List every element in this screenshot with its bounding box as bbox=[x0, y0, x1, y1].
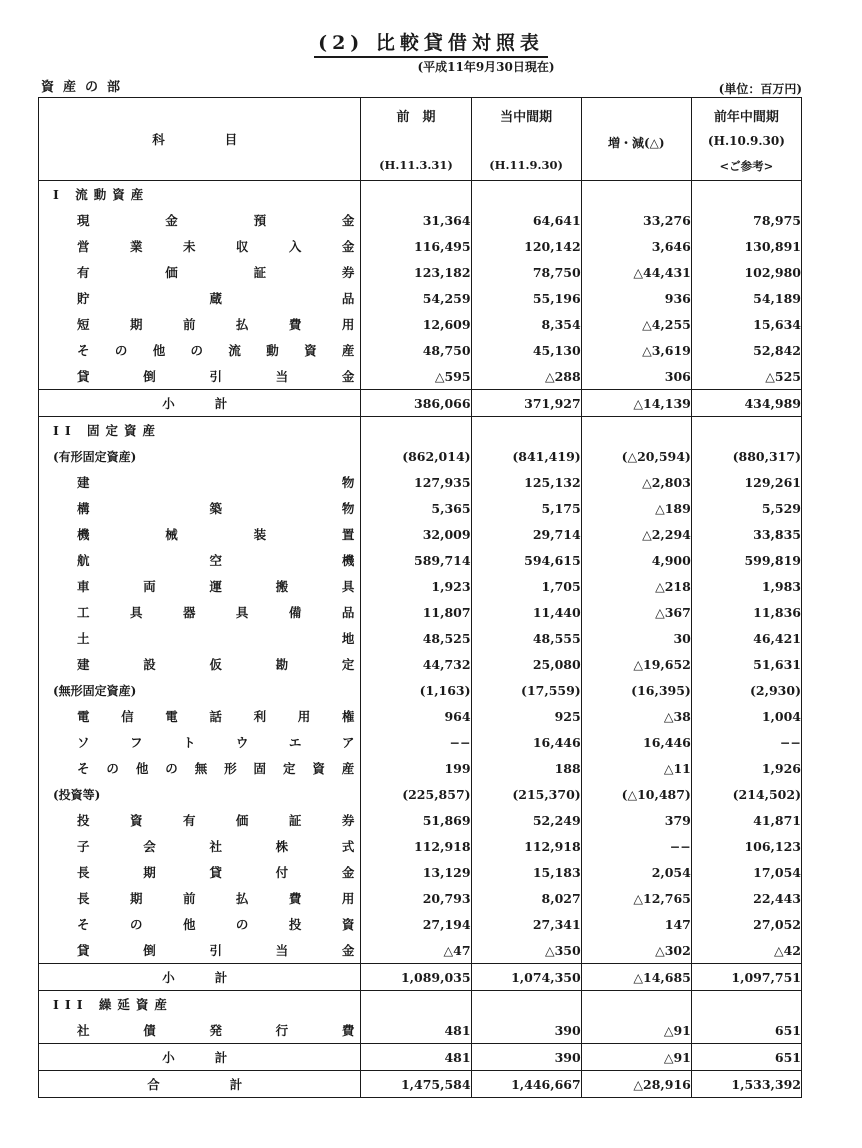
ref-period-header bbox=[691, 98, 801, 181]
prev-period-label: 前 期 bbox=[396, 110, 436, 125]
table-row bbox=[39, 625, 802, 651]
category-label: I 流動資産 bbox=[53, 187, 150, 202]
current-value: 1,074,350 bbox=[471, 964, 581, 991]
category-label: II 固定資産 bbox=[53, 423, 162, 438]
current-value: 8,027 bbox=[471, 885, 581, 911]
prev-value: 5,365 bbox=[361, 495, 471, 521]
change-value: △28,916 bbox=[581, 1071, 691, 1098]
account-label: 短 期 前 払 費 用 bbox=[77, 317, 355, 332]
account-label: そ の 他 の 投 資 bbox=[77, 917, 355, 932]
subcategory-label: (投資等) bbox=[53, 787, 101, 802]
table-row bbox=[39, 337, 802, 363]
prev-value: 127,935 bbox=[361, 469, 471, 495]
total-row bbox=[39, 1071, 802, 1098]
prev-value: 48,750 bbox=[361, 337, 471, 363]
ref-value: (880,317) bbox=[691, 443, 801, 469]
ref-value: 651 bbox=[691, 1044, 801, 1071]
ref-value: (214,502) bbox=[691, 781, 801, 807]
change-value: 936 bbox=[581, 285, 691, 311]
current-value: (841,419) bbox=[471, 443, 581, 469]
account-label: 長 期 前 払 費 用 bbox=[77, 891, 355, 906]
ref-value: 1,926 bbox=[691, 755, 801, 781]
balance-sheet-table bbox=[38, 97, 802, 1098]
change-value bbox=[581, 417, 691, 444]
table-row bbox=[39, 1017, 802, 1044]
change-value: 147 bbox=[581, 911, 691, 937]
prev-value: 20,793 bbox=[361, 885, 471, 911]
as-of-date: (平成11年9月30日現在) bbox=[417, 60, 555, 74]
current-value: 78,750 bbox=[471, 259, 581, 285]
ref-value: (2,930) bbox=[691, 677, 801, 703]
cat-row bbox=[39, 417, 802, 444]
table-row bbox=[39, 729, 802, 755]
current-value: 1,705 bbox=[471, 573, 581, 599]
ref-value: 78,975 bbox=[691, 207, 801, 233]
current-value: 25,080 bbox=[471, 651, 581, 677]
table-row bbox=[39, 259, 802, 285]
prev-value: 123,182 bbox=[361, 259, 471, 285]
change-header bbox=[581, 98, 691, 181]
change-value: △12,765 bbox=[581, 885, 691, 911]
account-label: 土 地 bbox=[77, 631, 355, 646]
ref-value: −− bbox=[691, 729, 801, 755]
table-row bbox=[39, 651, 802, 677]
prev-value: 481 bbox=[361, 1017, 471, 1044]
ref-value bbox=[691, 991, 801, 1018]
change-value: 16,446 bbox=[581, 729, 691, 755]
account-label: 貯 蔵 品 bbox=[77, 291, 355, 306]
prev-value: △47 bbox=[361, 937, 471, 964]
current-value: 112,918 bbox=[471, 833, 581, 859]
change-value bbox=[581, 991, 691, 1018]
prev-value bbox=[361, 991, 471, 1018]
document-title: (2) 比較貸借対照表 bbox=[0, 28, 862, 55]
prev-value: 1,923 bbox=[361, 573, 471, 599]
account-label: 営 業 未 収 入 金 bbox=[77, 239, 355, 254]
ref-value bbox=[691, 417, 801, 444]
ref-value: 599,819 bbox=[691, 547, 801, 573]
prev-value: △595 bbox=[361, 363, 471, 390]
account-label: 建 設 仮 勘 定 bbox=[77, 657, 355, 672]
ref-period-label: 前年中間期 bbox=[713, 110, 779, 125]
change-value: △14,139 bbox=[581, 390, 691, 417]
ref-value: 102,980 bbox=[691, 259, 801, 285]
change-value: 306 bbox=[581, 363, 691, 390]
table-row bbox=[39, 911, 802, 937]
current-period-label: 当中間期 bbox=[500, 110, 553, 125]
table-row bbox=[39, 495, 802, 521]
prev-value: 13,129 bbox=[361, 859, 471, 885]
subcategory-label: (有形固定資産) bbox=[53, 449, 137, 464]
table-row bbox=[39, 833, 802, 859]
change-value: △11 bbox=[581, 755, 691, 781]
current-value: 390 bbox=[471, 1017, 581, 1044]
current-value: 1,446,667 bbox=[471, 1071, 581, 1098]
change-value: △218 bbox=[581, 573, 691, 599]
table-row bbox=[39, 573, 802, 599]
ref-value bbox=[691, 181, 801, 208]
table-row bbox=[39, 807, 802, 833]
table-row bbox=[39, 521, 802, 547]
category-label: III 繰延資産 bbox=[53, 997, 173, 1012]
table-row bbox=[39, 755, 802, 781]
current-value bbox=[471, 417, 581, 444]
prev-period-date: (H.11.3.31) bbox=[379, 158, 453, 172]
prev-value: 54,259 bbox=[361, 285, 471, 311]
table-row bbox=[39, 937, 802, 964]
current-value: 5,175 bbox=[471, 495, 581, 521]
prev-value: (225,857) bbox=[361, 781, 471, 807]
change-value: △189 bbox=[581, 495, 691, 521]
ref-value: 52,842 bbox=[691, 337, 801, 363]
ref-period-note: <ご参考> bbox=[719, 159, 774, 173]
account-label: 有 価 証 券 bbox=[77, 265, 355, 280]
account-label: 機 械 装 置 bbox=[77, 527, 355, 542]
ref-value: 1,533,392 bbox=[691, 1071, 801, 1098]
prev-value: 199 bbox=[361, 755, 471, 781]
change-value: △367 bbox=[581, 599, 691, 625]
current-value: △350 bbox=[471, 937, 581, 964]
ref-value: 1,097,751 bbox=[691, 964, 801, 991]
account-label: そ の 他 の 流 動 資 産 bbox=[77, 343, 355, 358]
ref-value: 130,891 bbox=[691, 233, 801, 259]
current-value: 29,714 bbox=[471, 521, 581, 547]
current-value: (215,370) bbox=[471, 781, 581, 807]
prev-value: 1,475,584 bbox=[361, 1071, 471, 1098]
change-value: △38 bbox=[581, 703, 691, 729]
account-label: そ の 他 の 無 形 固 定 資 産 bbox=[77, 761, 355, 776]
change-value: 30 bbox=[581, 625, 691, 651]
prev-value: 11,807 bbox=[361, 599, 471, 625]
subtotal-row bbox=[39, 1044, 802, 1071]
ref-period-date: (H.10.9.30) bbox=[707, 134, 785, 148]
prev-value: 1,089,035 bbox=[361, 964, 471, 991]
account-label: 子 会 社 株 式 bbox=[77, 839, 355, 854]
prev-value: 112,918 bbox=[361, 833, 471, 859]
table-row bbox=[39, 885, 802, 911]
subtotal-label: 小計 bbox=[162, 970, 268, 985]
ref-value: △525 bbox=[691, 363, 801, 390]
current-value bbox=[471, 181, 581, 208]
ref-value: 434,989 bbox=[691, 390, 801, 417]
prev-value: (1,163) bbox=[361, 677, 471, 703]
change-value: △2,294 bbox=[581, 521, 691, 547]
current-value: 45,130 bbox=[471, 337, 581, 363]
change-value: △91 bbox=[581, 1017, 691, 1044]
item-column-header: 科目 bbox=[39, 98, 361, 181]
prev-value: 481 bbox=[361, 1044, 471, 1071]
current-value: 55,196 bbox=[471, 285, 581, 311]
prev-value: 964 bbox=[361, 703, 471, 729]
table-row bbox=[39, 859, 802, 885]
account-label: 貸 倒 引 当 金 bbox=[77, 369, 355, 384]
ref-value: 33,835 bbox=[691, 521, 801, 547]
cat-row bbox=[39, 181, 802, 208]
ref-value: 41,871 bbox=[691, 807, 801, 833]
current-value: 594,615 bbox=[471, 547, 581, 573]
account-label: ソ フ ト ウ エ ア bbox=[77, 735, 355, 750]
account-label: 貸 倒 引 当 金 bbox=[77, 943, 355, 958]
current-value: 925 bbox=[471, 703, 581, 729]
prev-value bbox=[361, 417, 471, 444]
current-value: 8,354 bbox=[471, 311, 581, 337]
change-value: △3,619 bbox=[581, 337, 691, 363]
current-value: 16,446 bbox=[471, 729, 581, 755]
current-value: 27,341 bbox=[471, 911, 581, 937]
current-value: △288 bbox=[471, 363, 581, 390]
sub-row bbox=[39, 781, 802, 807]
prev-period-header bbox=[361, 98, 471, 181]
current-value: 15,183 bbox=[471, 859, 581, 885]
prev-value: 589,714 bbox=[361, 547, 471, 573]
prev-value: 48,525 bbox=[361, 625, 471, 651]
current-value: 188 bbox=[471, 755, 581, 781]
ref-value: 11,836 bbox=[691, 599, 801, 625]
ref-value: 1,983 bbox=[691, 573, 801, 599]
change-value: (△10,487) bbox=[581, 781, 691, 807]
current-value: 64,641 bbox=[471, 207, 581, 233]
current-value: 125,132 bbox=[471, 469, 581, 495]
current-value: 52,249 bbox=[471, 807, 581, 833]
prev-value: 12,609 bbox=[361, 311, 471, 337]
current-value: 48,555 bbox=[471, 625, 581, 651]
prev-value bbox=[361, 181, 471, 208]
account-label: 長 期 貸 付 金 bbox=[77, 865, 355, 880]
cat-row bbox=[39, 991, 802, 1018]
current-period-header bbox=[471, 98, 581, 181]
ref-value: 22,443 bbox=[691, 885, 801, 911]
account-label: 投 資 有 価 証 券 bbox=[77, 813, 355, 828]
change-value: 2,054 bbox=[581, 859, 691, 885]
account-label: 電 信 電 話 利 用 権 bbox=[77, 709, 355, 724]
section-label: 資産の部 bbox=[41, 80, 130, 95]
account-label: 航 空 機 bbox=[77, 553, 355, 568]
account-label: 建 物 bbox=[77, 475, 355, 490]
change-value: △2,803 bbox=[581, 469, 691, 495]
ref-value: 129,261 bbox=[691, 469, 801, 495]
subtotal-row bbox=[39, 390, 802, 417]
change-value: 33,276 bbox=[581, 207, 691, 233]
table-header-row bbox=[39, 98, 802, 181]
account-label: 工 具 器 具 備 品 bbox=[77, 605, 355, 620]
prev-value: 51,869 bbox=[361, 807, 471, 833]
prev-value: 32,009 bbox=[361, 521, 471, 547]
ref-value: 15,634 bbox=[691, 311, 801, 337]
current-value bbox=[471, 991, 581, 1018]
change-value: (16,395) bbox=[581, 677, 691, 703]
total-label: 合計 bbox=[147, 1077, 313, 1092]
ref-value: 1,004 bbox=[691, 703, 801, 729]
change-value: △4,255 bbox=[581, 311, 691, 337]
ref-value: 651 bbox=[691, 1017, 801, 1044]
prev-value: −− bbox=[361, 729, 471, 755]
change-value: △44,431 bbox=[581, 259, 691, 285]
ref-value: 46,421 bbox=[691, 625, 801, 651]
current-value: 11,440 bbox=[471, 599, 581, 625]
table-row bbox=[39, 207, 802, 233]
sub-row bbox=[39, 677, 802, 703]
account-label: 車 両 運 搬 具 bbox=[77, 579, 355, 594]
ref-value: 17,054 bbox=[691, 859, 801, 885]
table-row bbox=[39, 233, 802, 259]
change-value: △14,685 bbox=[581, 964, 691, 991]
subtotal-label: 小計 bbox=[162, 1050, 268, 1065]
change-label: 増・減(△) bbox=[607, 136, 665, 150]
change-value: −− bbox=[581, 833, 691, 859]
current-value: (17,559) bbox=[471, 677, 581, 703]
ref-value: 27,052 bbox=[691, 911, 801, 937]
prev-value: 27,194 bbox=[361, 911, 471, 937]
table-row bbox=[39, 363, 802, 390]
current-period-date: (H.11.9.30) bbox=[489, 158, 564, 172]
change-value: (△20,594) bbox=[581, 443, 691, 469]
unit-label: (単位：百万円) bbox=[718, 82, 802, 96]
current-value: 120,142 bbox=[471, 233, 581, 259]
ref-value: △42 bbox=[691, 937, 801, 964]
prev-value: 44,732 bbox=[361, 651, 471, 677]
table-row bbox=[39, 703, 802, 729]
change-value: 379 bbox=[581, 807, 691, 833]
change-value: △302 bbox=[581, 937, 691, 964]
account-label: 現 金 預 金 bbox=[77, 213, 355, 228]
table-row bbox=[39, 599, 802, 625]
prev-value: (862,014) bbox=[361, 443, 471, 469]
subtotal-row bbox=[39, 964, 802, 991]
ref-value: 54,189 bbox=[691, 285, 801, 311]
prev-value: 31,364 bbox=[361, 207, 471, 233]
change-value: 3,646 bbox=[581, 233, 691, 259]
current-value: 371,927 bbox=[471, 390, 581, 417]
table-row bbox=[39, 547, 802, 573]
ref-value: 106,123 bbox=[691, 833, 801, 859]
change-value: △19,652 bbox=[581, 651, 691, 677]
change-value bbox=[581, 181, 691, 208]
subcategory-label: (無形固定資産) bbox=[53, 683, 137, 698]
table-row bbox=[39, 311, 802, 337]
subtotal-label: 小計 bbox=[162, 396, 268, 411]
prev-value: 386,066 bbox=[361, 390, 471, 417]
change-value: 4,900 bbox=[581, 547, 691, 573]
ref-value: 5,529 bbox=[691, 495, 801, 521]
change-value: △91 bbox=[581, 1044, 691, 1071]
sub-row bbox=[39, 443, 802, 469]
table-row bbox=[39, 285, 802, 311]
account-label: 構 築 物 bbox=[77, 501, 355, 516]
current-value: 390 bbox=[471, 1044, 581, 1071]
table-row bbox=[39, 469, 802, 495]
account-label: 社 債 発 行 費 bbox=[77, 1023, 355, 1038]
ref-value: 51,631 bbox=[691, 651, 801, 677]
prev-value: 116,495 bbox=[361, 233, 471, 259]
